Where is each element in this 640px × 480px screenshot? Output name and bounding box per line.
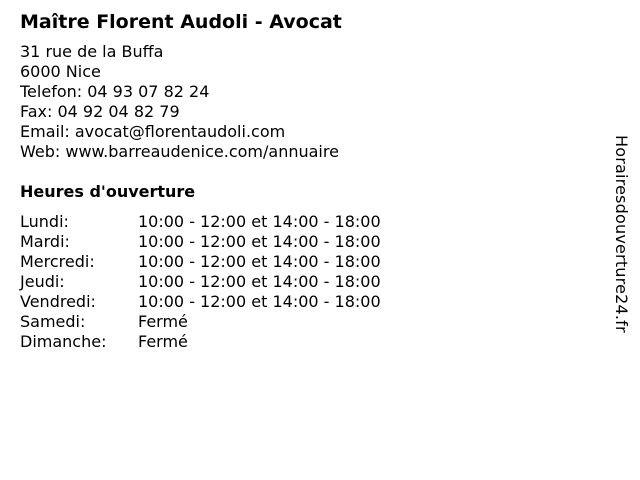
hours-day: Mercredi: (20, 252, 95, 271)
website-line: Web: www.barreaudenice.com/annuaire (20, 142, 339, 161)
hours-time: 10:00 - 12:00 et 14:00 - 18:00 (138, 252, 381, 271)
brand-watermark: Horairesdouverture24.fr (612, 135, 631, 333)
contact-block (20, 42, 600, 162)
hours-day: Vendredi: (20, 292, 96, 311)
hours-row-friday (20, 292, 600, 312)
hours-time: Fermé (138, 312, 188, 331)
phone-line: Telefon: 04 93 07 82 24 (20, 82, 210, 101)
hours-day: Mardi: (20, 232, 70, 251)
hours-day: Samedi: (20, 312, 86, 331)
business-card (20, 8, 600, 352)
hours-day: Jeudi: (20, 272, 65, 291)
opening-hours-table (20, 212, 600, 352)
hours-row-monday (20, 212, 600, 232)
hours-time: 10:00 - 12:00 et 14:00 - 18:00 (138, 232, 381, 251)
hours-day: Lundi: (20, 212, 69, 231)
street-address: 31 rue de la Buffa (20, 42, 164, 61)
hours-row-sunday (20, 332, 600, 352)
fax-line: Fax: 04 92 04 82 79 (20, 102, 180, 121)
postal-city: 6000 Nice (20, 62, 101, 81)
hours-row-thursday (20, 272, 600, 292)
hours-day: Dimanche: (20, 332, 107, 351)
hours-time: 10:00 - 12:00 et 14:00 - 18:00 (138, 272, 381, 291)
hours-time: Fermé (138, 332, 188, 351)
hours-time: 10:00 - 12:00 et 14:00 - 18:00 (138, 212, 381, 231)
hours-row-saturday (20, 312, 600, 332)
hours-heading: Heures d'ouverture (20, 182, 196, 201)
hours-time: 10:00 - 12:00 et 14:00 - 18:00 (138, 292, 381, 311)
hours-row-wednesday (20, 252, 600, 272)
email-line: Email: avocat@florentaudoli.com (20, 122, 286, 141)
business-title: Maître Florent Audoli - Avocat (20, 11, 342, 33)
hours-row-tuesday (20, 232, 600, 252)
